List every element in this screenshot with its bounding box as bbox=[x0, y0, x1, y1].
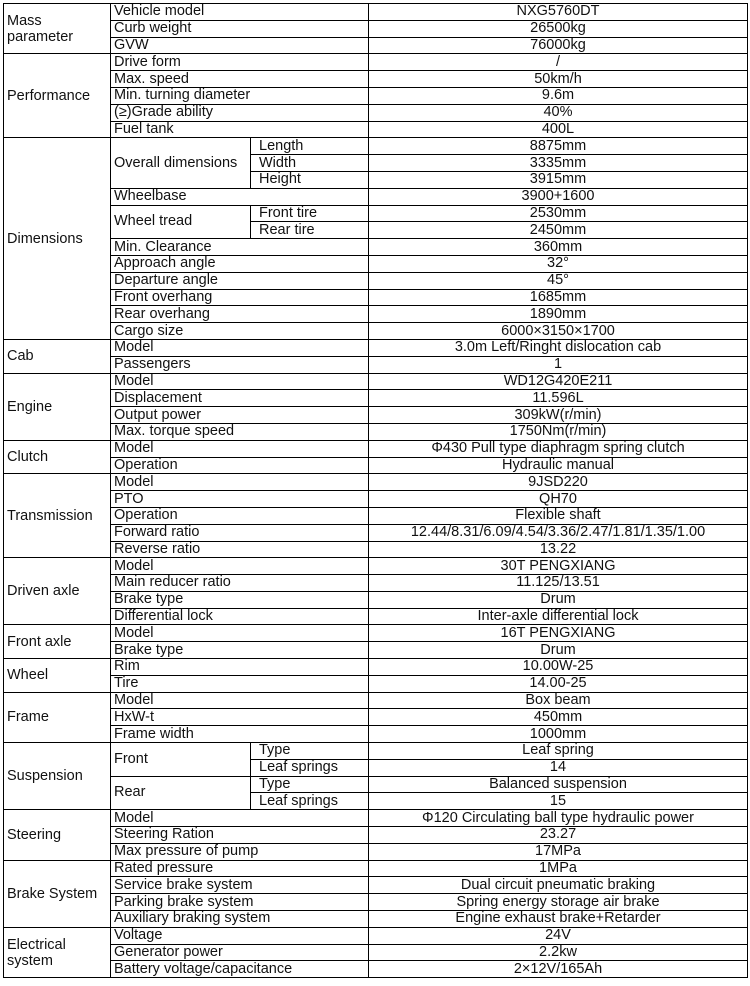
spec-row bbox=[4, 255, 748, 272]
value-cell: Flexible shaft bbox=[369, 507, 748, 524]
category-cell: Mass parameter bbox=[4, 4, 111, 54]
spec-row bbox=[4, 944, 748, 961]
value-cell: 76000kg bbox=[369, 37, 748, 54]
label-cell: Frame width bbox=[111, 726, 369, 743]
label-cell: Parking brake system bbox=[111, 894, 369, 911]
label-cell: (≥)Grade ability bbox=[111, 104, 369, 121]
value-cell: Engine exhaust brake+Retarder bbox=[369, 911, 748, 928]
value-cell: 1000mm bbox=[369, 726, 748, 743]
spec-row bbox=[4, 390, 748, 407]
spec-table-body bbox=[4, 4, 748, 978]
value-cell: 2×12V/165Ah bbox=[369, 961, 748, 978]
spec-row bbox=[4, 743, 748, 760]
value-cell: 30T PENGXIANG bbox=[369, 558, 748, 575]
category-cell: Front axle bbox=[4, 625, 111, 659]
spec-row bbox=[4, 474, 748, 491]
spec-row bbox=[4, 423, 748, 440]
label-cell: Main reducer ratio bbox=[111, 575, 369, 592]
spec-row bbox=[4, 323, 748, 340]
label-cell: Rated pressure bbox=[111, 860, 369, 877]
category-cell: Steering bbox=[4, 810, 111, 860]
value-cell: 32° bbox=[369, 255, 748, 272]
label-cell: Model bbox=[111, 558, 369, 575]
label-cell: Passengers bbox=[111, 356, 369, 373]
spec-row bbox=[4, 37, 748, 54]
sub-label-cell: Leaf springs bbox=[251, 793, 369, 810]
spec-row bbox=[4, 87, 748, 104]
spec-row bbox=[4, 558, 748, 575]
value-cell: 400L bbox=[369, 121, 748, 138]
spec-row bbox=[4, 541, 748, 558]
value-cell: Inter-axle differential lock bbox=[369, 608, 748, 625]
value-cell: 309kW(r/min) bbox=[369, 407, 748, 424]
value-cell: 24V bbox=[369, 927, 748, 944]
label-cell: Steering Ration bbox=[111, 827, 369, 844]
value-cell: 50km/h bbox=[369, 71, 748, 88]
spec-row bbox=[4, 675, 748, 692]
label-cell: Curb weight bbox=[111, 20, 369, 37]
value-cell: 8875mm bbox=[369, 138, 748, 155]
spec-row bbox=[4, 659, 748, 676]
spec-row bbox=[4, 894, 748, 911]
value-cell: / bbox=[369, 54, 748, 71]
value-cell: 11.125/13.51 bbox=[369, 575, 748, 592]
label-cell: Wheelbase bbox=[111, 188, 369, 205]
category-cell: Suspension bbox=[4, 743, 111, 810]
spec-row bbox=[4, 524, 748, 541]
spec-row bbox=[4, 507, 748, 524]
label-cell: Operation bbox=[111, 507, 369, 524]
value-cell: Drum bbox=[369, 642, 748, 659]
label-cell: Reverse ratio bbox=[111, 541, 369, 558]
spec-row bbox=[4, 575, 748, 592]
value-cell: Box beam bbox=[369, 692, 748, 709]
category-cell: Frame bbox=[4, 692, 111, 742]
spec-row bbox=[4, 927, 748, 944]
category-cell: Performance bbox=[4, 54, 111, 138]
label-cell: Model bbox=[111, 625, 369, 642]
spec-row bbox=[4, 642, 748, 659]
spec-row bbox=[4, 356, 748, 373]
label-cell: Generator power bbox=[111, 944, 369, 961]
value-cell: 3335mm bbox=[369, 155, 748, 172]
label-cell: Model bbox=[111, 373, 369, 390]
spec-row bbox=[4, 121, 748, 138]
label-cell: Battery voltage/capacitance bbox=[111, 961, 369, 978]
label-cell: Displacement bbox=[111, 390, 369, 407]
value-cell: Leaf spring bbox=[369, 743, 748, 760]
spec-row bbox=[4, 440, 748, 457]
sub-label-cell: Type bbox=[251, 776, 369, 793]
label-cell: Brake type bbox=[111, 591, 369, 608]
spec-row bbox=[4, 71, 748, 88]
label-cell: Max pressure of pump bbox=[111, 843, 369, 860]
spec-row bbox=[4, 911, 748, 928]
label-cell: Model bbox=[111, 440, 369, 457]
label-cell: Min. Clearance bbox=[111, 239, 369, 256]
spec-row bbox=[4, 726, 748, 743]
label-cell: Drive form bbox=[111, 54, 369, 71]
spec-row bbox=[4, 608, 748, 625]
value-cell: 12.44/8.31/6.09/4.54/3.36/2.47/1.81/1.35/1.00 bbox=[369, 524, 748, 541]
label-cell: Fuel tank bbox=[111, 121, 369, 138]
value-cell: Balanced suspension bbox=[369, 776, 748, 793]
label-cell: Rear overhang bbox=[111, 306, 369, 323]
value-cell: Spring energy storage air brake bbox=[369, 894, 748, 911]
spec-row bbox=[4, 827, 748, 844]
label-cell: Departure angle bbox=[111, 272, 369, 289]
label-cell: PTO bbox=[111, 491, 369, 508]
category-cell: Electrical system bbox=[4, 927, 111, 977]
label-cell: Tire bbox=[111, 675, 369, 692]
value-cell: 9.6m bbox=[369, 87, 748, 104]
value-cell: 3900+1600 bbox=[369, 188, 748, 205]
label-cell: Front overhang bbox=[111, 289, 369, 306]
value-cell: 14 bbox=[369, 759, 748, 776]
label-cell: Operation bbox=[111, 457, 369, 474]
value-cell: 10.00W-25 bbox=[369, 659, 748, 676]
spec-row bbox=[4, 289, 748, 306]
label-cell: HxW-t bbox=[111, 709, 369, 726]
category-cell: Brake System bbox=[4, 860, 111, 927]
category-cell: Engine bbox=[4, 373, 111, 440]
sub-label-cell: Rear tire bbox=[251, 222, 369, 239]
value-cell: Φ430 Pull type diaphragm spring clutch bbox=[369, 440, 748, 457]
label-cell: Output power bbox=[111, 407, 369, 424]
label-cell: Cargo size bbox=[111, 323, 369, 340]
category-cell: Driven axle bbox=[4, 558, 111, 625]
value-cell: 14.00-25 bbox=[369, 675, 748, 692]
spec-row bbox=[4, 591, 748, 608]
spec-row bbox=[4, 373, 748, 390]
spec-row bbox=[4, 272, 748, 289]
value-cell: 16T PENGXIANG bbox=[369, 625, 748, 642]
value-cell: 13.22 bbox=[369, 541, 748, 558]
label-cell: Max. torque speed bbox=[111, 423, 369, 440]
spec-row bbox=[4, 104, 748, 121]
value-cell: 6000×3150×1700 bbox=[369, 323, 748, 340]
sub-label-cell: Front tire bbox=[251, 205, 369, 222]
value-cell: 15 bbox=[369, 793, 748, 810]
group-cell: Rear bbox=[111, 776, 251, 810]
spec-row bbox=[4, 407, 748, 424]
value-cell: 1890mm bbox=[369, 306, 748, 323]
value-cell: 2.2kw bbox=[369, 944, 748, 961]
value-cell: 23.27 bbox=[369, 827, 748, 844]
category-cell: Clutch bbox=[4, 440, 111, 474]
category-cell: Cab bbox=[4, 339, 111, 373]
value-cell: 1750Nm(r/min) bbox=[369, 423, 748, 440]
group-cell: Overall dimensions bbox=[111, 138, 251, 188]
value-cell: 1685mm bbox=[369, 289, 748, 306]
label-cell: Min. turning diameter bbox=[111, 87, 369, 104]
sub-label-cell: Length bbox=[251, 138, 369, 155]
value-cell: 2530mm bbox=[369, 205, 748, 222]
spec-row bbox=[4, 877, 748, 894]
value-cell: 40% bbox=[369, 104, 748, 121]
label-cell: Differential lock bbox=[111, 608, 369, 625]
label-cell: Model bbox=[111, 692, 369, 709]
spec-row bbox=[4, 692, 748, 709]
spec-row bbox=[4, 491, 748, 508]
spec-row bbox=[4, 625, 748, 642]
label-cell: Auxiliary braking system bbox=[111, 911, 369, 928]
value-cell: WD12G420E211 bbox=[369, 373, 748, 390]
spec-table bbox=[3, 3, 748, 978]
value-cell: 11.596L bbox=[369, 390, 748, 407]
label-cell: Voltage bbox=[111, 927, 369, 944]
label-cell: Max. speed bbox=[111, 71, 369, 88]
spec-row bbox=[4, 457, 748, 474]
value-cell: 1 bbox=[369, 356, 748, 373]
category-cell: Transmission bbox=[4, 474, 111, 558]
spec-row bbox=[4, 843, 748, 860]
value-cell: 26500kg bbox=[369, 20, 748, 37]
value-cell: Dual circuit pneumatic braking bbox=[369, 877, 748, 894]
value-cell: Φ120 Circulating ball type hydraulic power bbox=[369, 810, 748, 827]
spec-row bbox=[4, 860, 748, 877]
spec-row bbox=[4, 339, 748, 356]
spec-row bbox=[4, 54, 748, 71]
label-cell: Service brake system bbox=[111, 877, 369, 894]
value-cell: Drum bbox=[369, 591, 748, 608]
label-cell: Rim bbox=[111, 659, 369, 676]
spec-row bbox=[4, 4, 748, 21]
spec-row bbox=[4, 810, 748, 827]
spec-row bbox=[4, 961, 748, 978]
sub-label-cell: Height bbox=[251, 171, 369, 188]
value-cell: 45° bbox=[369, 272, 748, 289]
group-cell: Wheel tread bbox=[111, 205, 251, 239]
value-cell: NXG5760DT bbox=[369, 4, 748, 21]
label-cell: Forward ratio bbox=[111, 524, 369, 541]
label-cell: Model bbox=[111, 810, 369, 827]
value-cell: 2450mm bbox=[369, 222, 748, 239]
value-cell: 9JSD220 bbox=[369, 474, 748, 491]
spec-row bbox=[4, 776, 748, 793]
value-cell: QH70 bbox=[369, 491, 748, 508]
label-cell: Vehicle model bbox=[111, 4, 369, 21]
value-cell: 1MPa bbox=[369, 860, 748, 877]
label-cell: Approach angle bbox=[111, 255, 369, 272]
spec-row bbox=[4, 188, 748, 205]
spec-row bbox=[4, 20, 748, 37]
group-cell: Front bbox=[111, 743, 251, 777]
spec-row bbox=[4, 709, 748, 726]
label-cell: Model bbox=[111, 339, 369, 356]
spec-row bbox=[4, 306, 748, 323]
sub-label-cell: Type bbox=[251, 743, 369, 760]
spec-row bbox=[4, 138, 748, 155]
label-cell: Brake type bbox=[111, 642, 369, 659]
sub-label-cell: Leaf springs bbox=[251, 759, 369, 776]
value-cell: 17MPa bbox=[369, 843, 748, 860]
spec-row bbox=[4, 205, 748, 222]
value-cell: 3915mm bbox=[369, 171, 748, 188]
value-cell: 3.0m Left/Ringht dislocation cab bbox=[369, 339, 748, 356]
category-cell: Dimensions bbox=[4, 138, 111, 340]
label-cell: Model bbox=[111, 474, 369, 491]
value-cell: 450mm bbox=[369, 709, 748, 726]
spec-row bbox=[4, 239, 748, 256]
category-cell: Wheel bbox=[4, 659, 111, 693]
value-cell: Hydraulic manual bbox=[369, 457, 748, 474]
sub-label-cell: Width bbox=[251, 155, 369, 172]
value-cell: 360mm bbox=[369, 239, 748, 256]
label-cell: GVW bbox=[111, 37, 369, 54]
